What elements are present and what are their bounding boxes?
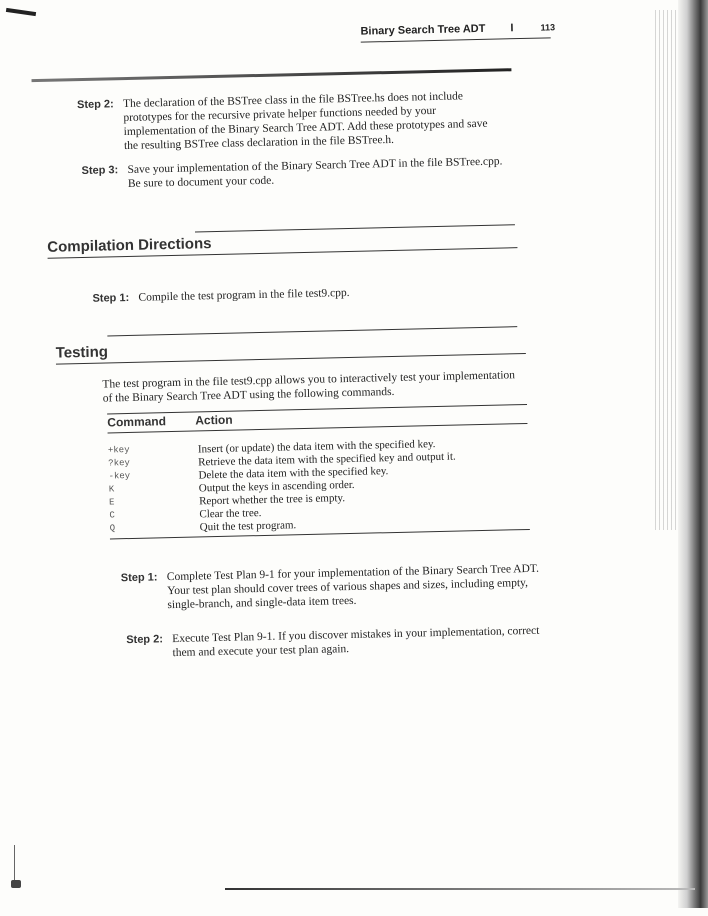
command-cell: C <box>109 510 115 521</box>
step-text: Compile the test program in the file test9.cpp. <box>138 286 350 304</box>
step-text: Save your implementation of the Binary Search Tree ADT in the file BSTree.cpp. Be sure to document your code. <box>127 155 503 190</box>
action-cell: Output the keys in ascending order. <box>198 478 355 495</box>
section-underline <box>56 353 526 365</box>
command-cell: ?key <box>108 457 130 469</box>
section-rule <box>107 326 517 336</box>
action-cell: Quit the test program. <box>199 519 297 534</box>
testing-heading: Testing <box>55 343 109 362</box>
table-header-command: Command <box>107 414 167 430</box>
action-cell: Delete the data item with the specified key. <box>198 465 389 482</box>
section-rule <box>195 224 515 232</box>
testing-step-2 <box>126 623 556 660</box>
step-label: Step 1: <box>120 571 158 585</box>
action-cell: Retrieve the data item with the specified key and output it. <box>198 450 456 469</box>
step-label: Step 3: <box>81 164 119 178</box>
testing-step-1 <box>120 561 551 612</box>
step-3-block <box>81 154 511 190</box>
running-header <box>360 21 555 37</box>
table-top-rule <box>107 404 527 415</box>
header-separator: I <box>510 22 514 35</box>
step-label: Step 2: <box>126 633 164 647</box>
testing-intro: The test program in the file test9.cpp allows you to interactively test your implementation of the Binary Search Tree ADT using the following commands. <box>102 369 516 405</box>
step-text: The declaration of the BSTree class in the file BSTree.hs does not include prototypes for the recursive private helper functions needed by your implementation of the Binary Search Tree ADT. Add these prototypes and save the resulting BSTree class declaration in the file BSTree.h. <box>122 90 488 153</box>
compile-step-1 <box>92 282 522 305</box>
running-title: Binary Search Tree ADT <box>360 22 486 38</box>
step-text: Complete Test Plan 9-1 for your implementation of the Binary Search Tree ADT. Your test plan should cover trees of various shapes and sizes, including empty, single-branch, and single-data item trees. <box>166 562 540 612</box>
command-table <box>107 406 527 534</box>
page-number: 113 <box>540 22 556 33</box>
step-label: Step 1: <box>92 291 130 305</box>
step-text: Execute Test Plan 9-1. If you discover mistakes in your implementation, correct them and execute your test plan again. <box>172 624 540 660</box>
table-header-action: Action <box>195 412 233 428</box>
header-rule <box>361 37 551 42</box>
action-cell: Insert (or update) the data item with the specified key. <box>197 438 436 456</box>
table-header-rule <box>108 423 528 434</box>
action-cell: Report whether the tree is empty. <box>198 492 346 508</box>
command-cell: +key <box>107 445 130 456</box>
step-2-block <box>76 88 507 153</box>
compilation-heading: Compilation Directions <box>47 235 212 256</box>
command-cell: K <box>108 484 115 495</box>
top-rule <box>32 68 512 82</box>
command-cell: -key <box>108 470 131 482</box>
step-label: Step 2: <box>76 98 114 112</box>
command-cell: Q <box>109 523 116 534</box>
action-cell: Clear the tree. <box>199 507 262 521</box>
command-cell: E <box>109 497 115 508</box>
